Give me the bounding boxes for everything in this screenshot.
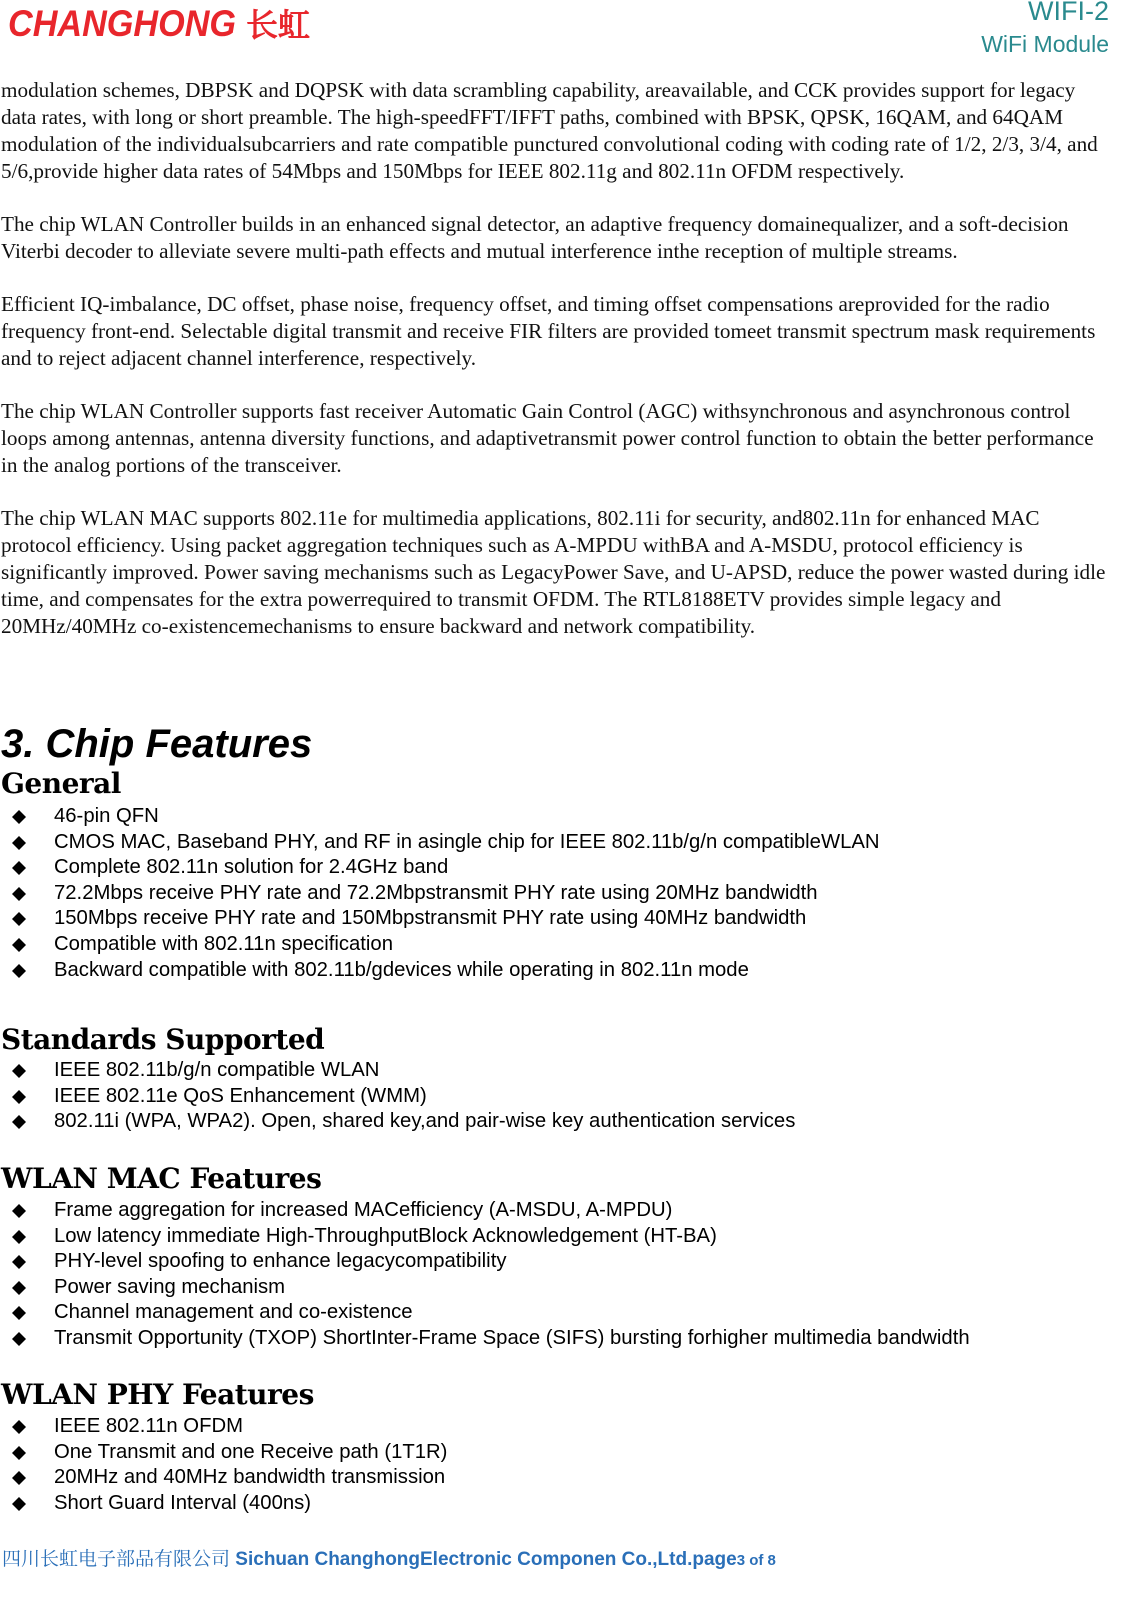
list-item: IEEE 802.11b/g/n compatible WLAN — [0, 1058, 795, 1084]
list-item: Power saving mechanism — [0, 1275, 970, 1301]
phy-feature-list — [0, 1414, 447, 1516]
diamond-bullet-icon — [12, 861, 26, 875]
list-item: Backward compatible with 802.11b/gdevices while operating in 802.11n mode — [0, 958, 880, 984]
list-item: IEEE 802.11e QoS Enhancement (WMM) — [0, 1084, 795, 1110]
section-heading-phy: WLAN PHY Features — [1, 1378, 314, 1411]
list-item: 150Mbps receive PHY rate and 150Mbpstransmit PHY rate using 40MHz bandwidth — [0, 906, 880, 932]
description-body — [1, 77, 1111, 666]
diamond-bullet-icon — [12, 938, 26, 952]
section-heading-standards: Standards Supported — [1, 1023, 325, 1056]
chip-features-heading: 3. Chip Features — [1, 722, 313, 766]
section-heading-general: General — [1, 767, 121, 800]
diamond-bullet-icon — [12, 1230, 26, 1244]
list-item: Short Guard Interval (400ns) — [0, 1491, 447, 1517]
mac-feature-list — [0, 1198, 970, 1352]
list-item: One Transmit and one Receive path (1T1R) — [0, 1440, 447, 1466]
general-feature-list — [0, 804, 880, 983]
diamond-bullet-icon — [12, 1064, 26, 1078]
list-item: 20MHz and 40MHz bandwidth transmission — [0, 1465, 447, 1491]
list-item: Compatible with 802.11n specification — [0, 932, 880, 958]
diamond-bullet-icon — [12, 1497, 26, 1511]
diamond-bullet-icon — [12, 810, 26, 824]
diamond-bullet-icon — [12, 964, 26, 978]
paragraph: modulation schemes, DBPSK and DQPSK with data scrambling capability, areavailable, and CCK provides support for legacy data rates, with long or short preamble. The high-speedFFT/IFFT paths, combined with BPSK, QPSK, 16QAM, and 64QAM modulation of the individualsubcarriers and rate compatible punctured convolutional coding with coding rate of 1/2, 2/3, 3/4, and 5/6,provide higher data rates of 54Mbps and 150Mbps for IEEE 802.11g and 802.11n OFDM respectively. — [1, 78, 1098, 183]
footer-company-cn: 四川长虹电子部品有限公司 — [2, 1549, 231, 1570]
footer-company-en: Sichuan ChanghongElectronic Componen Co.,Ltd.page — [230, 1549, 737, 1570]
list-item: PHY-level spoofing to enhance legacycompatibility — [0, 1249, 970, 1275]
diamond-bullet-icon — [12, 1306, 26, 1320]
list-item: IEEE 802.11n OFDM — [0, 1414, 447, 1440]
doc-subtitle: WiFi Module — [981, 31, 1109, 57]
list-item: Channel management and co-existence — [0, 1300, 970, 1326]
diamond-bullet-icon — [12, 1281, 26, 1295]
footer-page-number: 3 — [736, 1552, 746, 1569]
changhong-logo — [8, 2, 328, 44]
paragraph: The chip WLAN Controller builds in an enhanced signal detector, an adaptive frequency domainequalizer, and a soft-decision Viterbi decoder to alleviate severe multi-path effects and mutual interference inthe reception of multiple streams. — [1, 212, 1069, 263]
logo-wordmark: CHANGHONG — [8, 3, 236, 44]
diamond-bullet-icon — [12, 1420, 26, 1434]
page-footer — [2, 1544, 776, 1571]
list-item: Transmit Opportunity (TXOP) ShortInter-Frame Space (SIFS) bursting forhigher multimedia bandwidth — [0, 1326, 970, 1352]
diamond-bullet-icon — [12, 1204, 26, 1218]
diamond-bullet-icon — [12, 1446, 26, 1460]
list-item: 72.2Mbps receive PHY rate and 72.2Mbpstransmit PHY rate using 20MHz bandwidth — [0, 881, 880, 907]
section-heading-mac: WLAN MAC Features — [1, 1162, 322, 1195]
list-item: Complete 802.11n solution for 2.4GHz band — [0, 855, 880, 881]
diamond-bullet-icon — [12, 836, 26, 850]
paragraph: The chip WLAN Controller supports fast receiver Automatic Gain Control (AGC) withsynchronous and asynchronous control loops among antennas, antenna diversity functions, and adaptivetransmit power control function to obtain the better performance in the analog portions of the transceiver. — [1, 399, 1094, 477]
diamond-bullet-icon — [12, 912, 26, 926]
footer-page-total: of 8 — [745, 1552, 776, 1569]
diamond-bullet-icon — [12, 887, 26, 901]
diamond-bullet-icon — [12, 1471, 26, 1485]
list-item: Low latency immediate High-ThroughputBlock Acknowledgement (HT-BA) — [0, 1224, 970, 1250]
standards-feature-list — [0, 1058, 795, 1135]
paragraph: Efficient IQ-imbalance, DC offset, phase noise, frequency offset, and timing offset compensations areprovided for the radio frequency front-end. Selectable digital transmit and receive FIR filters are provided tomeet transmit spectrum mask requirements and to reject adjacent channel interference, respectively. — [1, 292, 1096, 370]
diamond-bullet-icon — [12, 1115, 26, 1129]
diamond-bullet-icon — [12, 1090, 26, 1104]
list-item: Frame aggregation for increased MACefficiency (A-MSDU, A-MPDU) — [0, 1198, 970, 1224]
logo-cn: 长虹 — [246, 6, 311, 44]
diamond-bullet-icon — [12, 1332, 26, 1346]
page-header — [0, 0, 1145, 70]
list-item: 46-pin QFN — [0, 804, 880, 830]
paragraph: The chip WLAN MAC supports 802.11e for multimedia applications, 802.11i for security, and802.11n for enhanced MAC protocol efficiency. Using packet aggregation techniques such as A-MPDU withBA and A-MSDU, protocol efficiency is significantly improved. Power saving mechanisms such as LegacyPower Save, and U-APSD, reduce the power wasted during idle time, and compensates for the extra powerrequired to transmit OFDM. The RTL8188ETV provides simple legacy and 20MHz/40MHz co-existencemechanisms to ensure backward and network compatibility. — [1, 506, 1106, 638]
list-item: CMOS MAC, Baseband PHY, and RF in asingle chip for IEEE 802.11b/g/n compatibleWLAN — [0, 830, 880, 856]
diamond-bullet-icon — [12, 1255, 26, 1269]
list-item: 802.11i (WPA, WPA2). Open, shared key,and pair-wise key authentication services — [0, 1109, 795, 1135]
doc-title: WIFI-2 — [1028, 0, 1109, 26]
